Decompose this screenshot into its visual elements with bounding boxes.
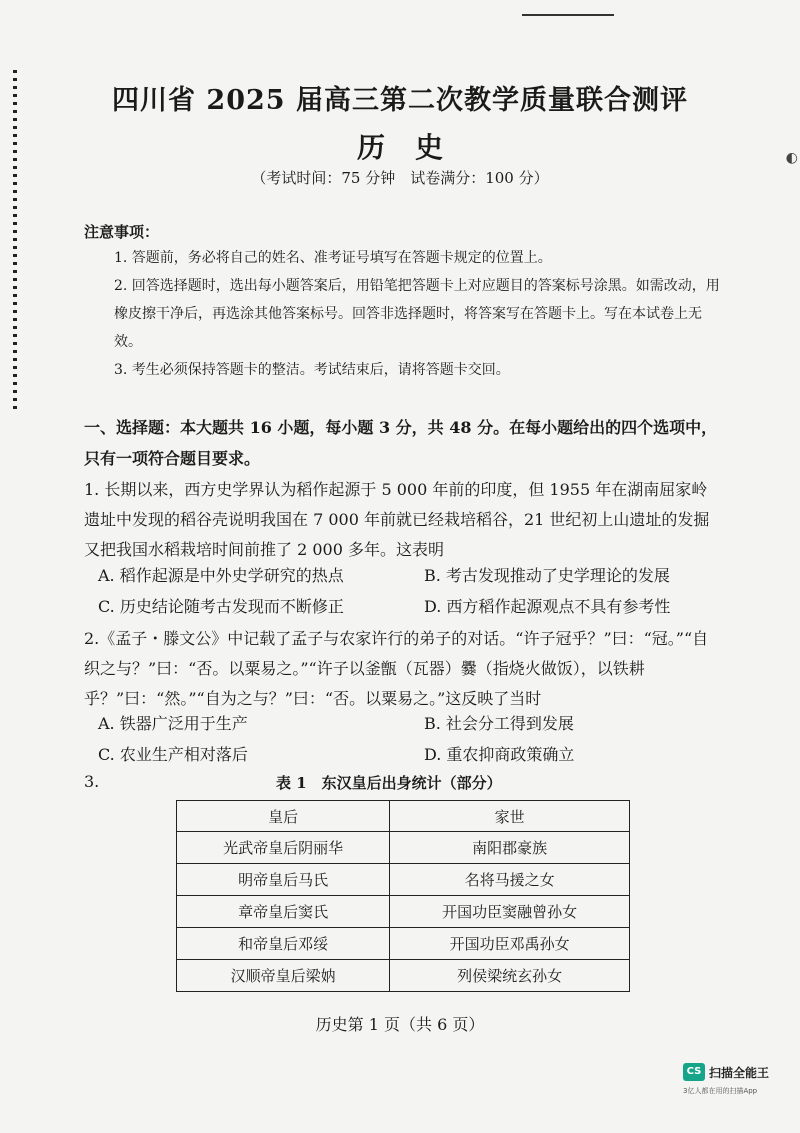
table-row <box>177 832 630 864</box>
exam-info: （考试时间：75 分钟 试卷满分：100 分） <box>251 169 549 187</box>
table-row <box>177 896 630 928</box>
page-footer: 历史第 1 页（共 6 页） <box>315 1015 485 1034</box>
question-2-stem: 2.《孟子・滕文公》中记载了孟子与农家许行的弟子的对话。“许子冠乎？”曰：“冠。”“自织之与？”曰：“否。以粟易之。”“许子以釜甑（瓦器）爨（指烧火做饭），以铁耕乎？”曰：“然。”“自为之与？”曰：“否。以粟易之。”这反映了当时 <box>84 629 709 708</box>
notes-title: 注意事项： <box>84 223 160 241</box>
table-cell: 名将马援之女 <box>390 864 630 896</box>
camscanner-name: 扫描全能王 <box>709 1066 770 1080</box>
table-cell: 南阳郡豪族 <box>390 832 630 864</box>
exam-title: 四川省 2025 届高三第二次教学质量联合测评 <box>112 85 688 116</box>
subject-title: 历史 <box>356 131 473 164</box>
table-header-cell: 家世 <box>390 801 630 832</box>
option-b: B. 社会分工得到发展 <box>424 714 574 733</box>
edge-mark: ◐ <box>785 150 798 166</box>
option-a: A. 稻作起源是中外史学研究的热点 <box>98 566 344 585</box>
table-row <box>177 864 630 896</box>
table-header-cell: 皇后 <box>177 801 390 832</box>
top-rule <box>522 14 614 16</box>
section-heading: 一、选择题：本大题共 16 小题，每小题 3 分，共 48 分。在每小题给出的四个选项中，只有一项符合题目要求。 <box>84 418 718 468</box>
table-header-row <box>177 801 630 832</box>
table-cell: 章帝皇后窦氏 <box>177 896 390 928</box>
table-cell: 汉顺帝皇后梁妠 <box>177 960 390 992</box>
table-cell: 明帝皇后马氏 <box>177 864 390 896</box>
table-cell: 和帝皇后邓绥 <box>177 928 390 960</box>
table-row <box>177 928 630 960</box>
table-row <box>177 960 630 992</box>
question-1-stem: 1. 长期以来，西方史学界认为稻作起源于 5 000 年前的印度，但 1955 年在湖南屈家岭遗址中发现的稻谷壳说明我国在 7 000 年前就已经栽培稻谷，21 世纪初上山遗址的发掘又把我国水稻栽培时间前推了 2 000 多年。这表明 <box>84 480 710 559</box>
option-b: B. 考古发现推动了史学理论的发展 <box>424 566 670 585</box>
option-a: A. 铁器广泛用于生产 <box>98 714 248 733</box>
binding-margin-dots <box>13 70 17 410</box>
option-c: C. 农业生产相对落后 <box>98 745 248 764</box>
camscanner-logo-icon: CS <box>683 1063 705 1081</box>
option-c: C. 历史结论随考古发现而不断修正 <box>98 597 344 616</box>
table-caption: 表 1 东汉皇后出身统计（部分） <box>276 774 502 792</box>
option-d: D. 重农抑商政策确立 <box>424 745 575 764</box>
note-item: 2. 回答选择题时，选出每小题答案后，用铅笔把答题卡上对应题目的答案标号涂黑。如需改动，用橡皮擦干净后，再选涂其他答案标号。回答非选择题时，将答案写在答题卡上。写在本试卷上无效。 <box>114 278 720 350</box>
table-cell: 列侯梁统玄孙女 <box>390 960 630 992</box>
table-cell: 光武帝皇后阴丽华 <box>177 832 390 864</box>
table-cell: 开国功臣窦融曾孙女 <box>390 896 630 928</box>
note-item: 1. 答题前，务必将自己的姓名、准考证号填写在答题卡规定的位置上。 <box>114 250 552 266</box>
note-item: 3. 考生必须保持答题卡的整洁。考试结束后，请将答题卡交回。 <box>114 362 510 378</box>
camscanner-tagline: 3亿人都在用的扫描App <box>683 1087 758 1095</box>
table-cell: 开国功臣邓禹孙女 <box>390 928 630 960</box>
question-3-number: 3. <box>84 772 100 791</box>
option-d: D. 西方稻作起源观点不具有参考性 <box>424 597 671 616</box>
empress-table <box>176 800 630 992</box>
